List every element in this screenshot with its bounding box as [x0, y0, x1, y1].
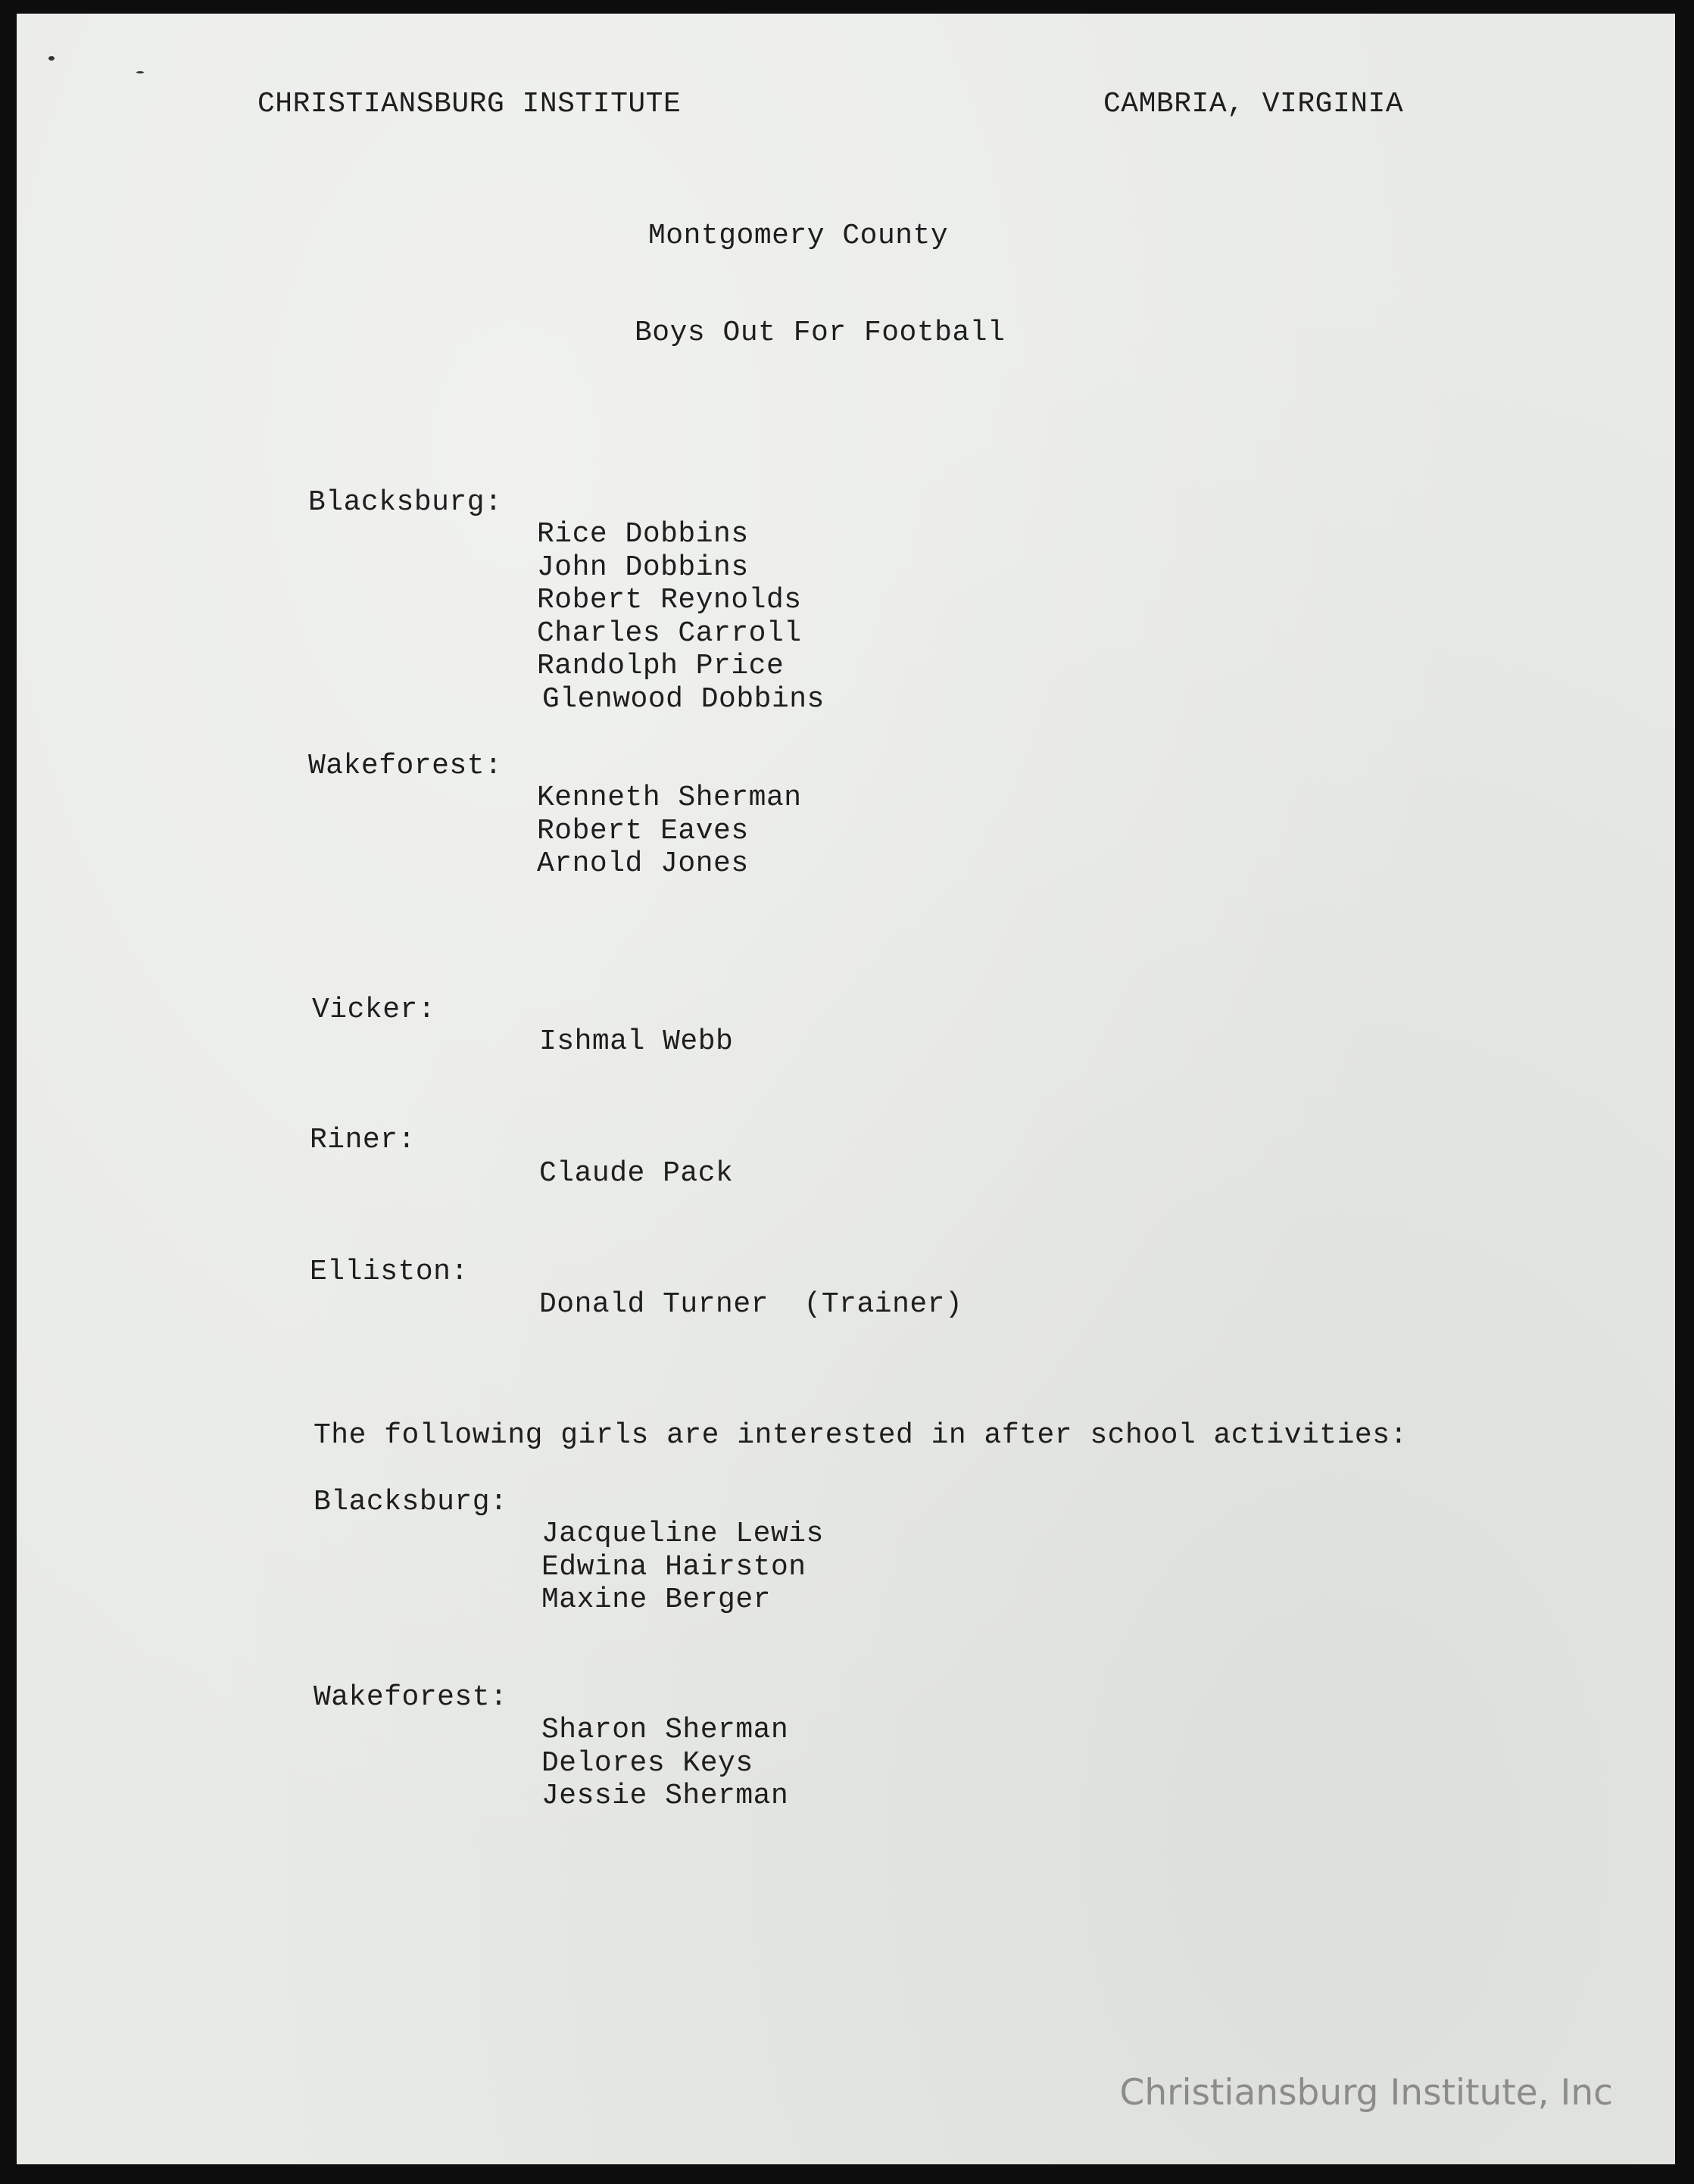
list-item: Sharon Sherman: [541, 1714, 789, 1746]
document-title: Boys Out For Football: [635, 317, 1006, 349]
watermark-text: Christiansburg Institute, Inc: [1119, 2072, 1613, 2114]
boys-town-label: Elliston:: [310, 1256, 469, 1288]
list-item: Maxine Berger: [541, 1583, 771, 1616]
list-item: Jacqueline Lewis: [541, 1518, 824, 1550]
list-item: Kenneth Sherman: [537, 782, 802, 814]
girls-name-list: [541, 1518, 824, 1617]
girls-name-list: [541, 1714, 788, 1813]
boys-town-label: Vicker:: [312, 994, 436, 1026]
list-item: Randolph Price: [537, 650, 785, 682]
boys-town-label: Blacksburg:: [308, 486, 503, 519]
girls-town-label: Blacksburg:: [314, 1486, 508, 1518]
boys-name-list: [539, 1288, 962, 1321]
list-item: Delores Keys: [541, 1746, 753, 1780]
list-item: Rice Dobbins: [537, 518, 749, 551]
list-item: Robert Eaves: [537, 814, 749, 847]
header-institution: CHRISTIANSBURG INSTITUTE: [257, 88, 682, 120]
boys-name-list: [537, 518, 825, 716]
header-location: CAMBRIA, VIRGINIA: [1103, 88, 1404, 120]
list-item: Robert Reynolds: [537, 584, 802, 616]
ink-speck: [136, 71, 144, 73]
girls-intro: The following girls are interested in after school activities:: [314, 1419, 1408, 1452]
boys-name-list: [539, 1157, 733, 1190]
list-item: Edwina Hairston: [541, 1550, 806, 1583]
girls-town-label: Wakeforest:: [314, 1681, 508, 1714]
list-item: Claude Pack: [539, 1157, 734, 1190]
boys-town-label: Wakeforest:: [308, 750, 503, 782]
list-item: Charles Carroll: [537, 616, 802, 650]
list-item: Jessie Sherman: [541, 1780, 789, 1812]
boys-town-label: Riner:: [310, 1124, 416, 1156]
list-item: Donald Turner (Trainer): [539, 1288, 963, 1321]
subtitle-county: Montgomery County: [648, 220, 949, 252]
ink-speck: [48, 56, 55, 61]
boys-name-list: [537, 782, 802, 881]
list-item: Arnold Jones: [537, 847, 749, 880]
document-page: [17, 14, 1675, 2164]
list-item: John Dobbins: [537, 551, 749, 584]
list-item: Ishmal Webb: [539, 1025, 734, 1058]
boys-name-list: [539, 1025, 733, 1059]
list-item: Glenwood Dobbins: [542, 682, 825, 716]
